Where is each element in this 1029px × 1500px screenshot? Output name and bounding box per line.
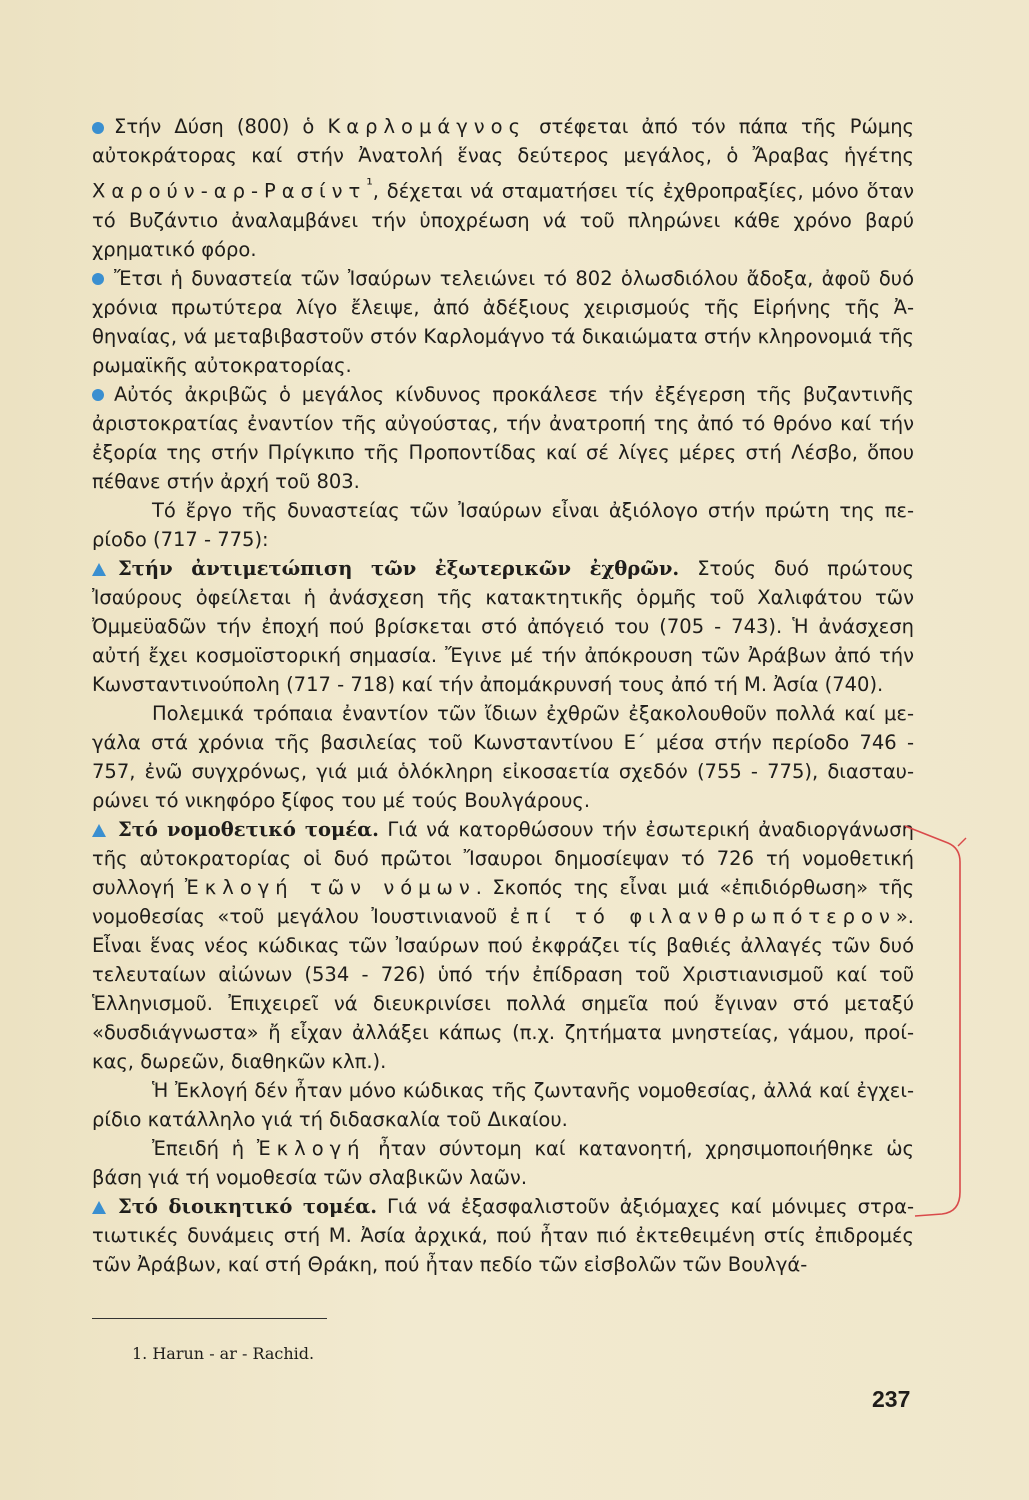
section-heading: Στήν ἀντιμετώπιση τῶν ἐξωτερικῶν ἐχθρῶν. — [118, 556, 680, 580]
text-run: . Σκοπός της εἶναι μιά «ἐπιδιόρθωση» τῆς νομοθεσίας «τοῦ μεγάλου Ἰουστινιανοῦ — [92, 875, 915, 928]
footnote-marker: ¹ — [366, 175, 373, 194]
text-run: Ἡ Ἐκλογή δέν ἦταν μόνο κώδικας τῆς ζωντανῆς νομοθεσίας, ἀλλά καί ἐγχειρίδιο κατάλληλο γιά τή διδασκαλία τοῦ Δικαίου. — [92, 1078, 914, 1131]
spaced-term: Ἐκλογή τῶν νόμων — [184, 875, 476, 899]
text-run: Γιά νά κατορθώσουν τήν ἐσωτερική ἀναδιοργάνωση τῆς αὐτοκρατορίας οἱ δυό πρῶτοι Ἴσαυροι δημοσίεψαν τό 726 τή νομοθετική συλλογή — [92, 817, 914, 899]
text-run: , δέχεται νά σταματήσει τίς ἐχθροπραξίες, μόνο ὅταν τό Βυζάντιο ἀναλαμβάνει τήν ὑποχρέωση νά τοῦ πληρώνει κάθε χρόνο βαρύ χρηματικό φόρο. — [92, 179, 914, 261]
text-run: Στήν Δύση (800) ὁ — [114, 115, 328, 138]
text-run: Ἔτσι ἡ δυναστεία τῶν Ἰσαύρων τελειώνει τό 802 ὁλωσδιόλου ἄδοξα, ἀφοῦ δυό χρόνια πρωτύτερα λίγο ἔλειψε, ἀπό ἀδέξιους χειρισμούς τῆς Εἰρήνης τῆς Ἀθηναίας, νά μεταβιβαστοῦν στόν Καρλομάγνο τά δικαιώματα στήν κληρονομιά τῆς ρωμαϊκῆς αὐτοκρατορίας. — [92, 266, 914, 377]
text-run: στέφεται ἀπό τόν πάπα τῆς Ρώμης αὐτοκράτορας καί στήν Ἀνατολή ἕνας δεύτερος μεγάλος, ὁ Ἄραβας ἡγέτης — [92, 115, 915, 167]
spaced-term: Ἐκλογή — [256, 1136, 366, 1160]
spaced-term: Καρλομάγνος — [327, 115, 527, 138]
text-run: Τό ἔργο τῆς δυναστείας τῶν Ἰσαύρων εἶναι ἀξιόλογο στήν πρώτη της περίοδο (717 - 775): — [92, 498, 914, 551]
spaced-term: ἐπί τό φιλανθρωπότερον — [509, 904, 896, 928]
section-heading: Στό νομοθετικό τομέα. — [118, 817, 379, 841]
text-run: Γιά νά ἐξασφαλιστοῦν ἀξιόμαχες καί μόνιμες στρατιωτικές δυνάμεις στή Μ. Ἀσία ἀρχικά, πού ἦταν πιό ἐκτεθειμένη στίς ἐπιδρομές τῶν Ἀράβων, καί στή Θράκη, πού ἦταν πεδίο τῶν εἰσβολῶν τῶν Βουλγά- — [92, 1194, 914, 1276]
footnote: 1. Harun - ar - Rachid. — [132, 1344, 315, 1363]
text-run: ἦταν σύντομη καί κατανοητή, χρησιμοποιήθηκε ὡς βάση γιά τή νομοθεσία τῶν σλαβικῶν λαῶν. — [92, 1136, 914, 1189]
text-run: Στούς δυό πρώτους Ἰσαύρους ὀφείλεται ἡ ἀνάσχεση τῆς κατακτητικῆς ὁρμῆς τοῦ Χαλιφάτου τῶν Ὀμμεϋαδῶν τήν ἐποχή πού βρίσκεται στό ἀπόγειό του (705 - 743). Ἡ ἀνάσχεση αὐτή ἔχει κοσμοϊστορική σημασία. Ἔγινε μέ τήν ἀπόκρουση τῶν Ἀράβων ἀπό τήν Κωνσταντινούπολη (717 - 718) καί τήν ἀπομάκρυνσή τους ἀπό τή Μ. Ἀσία (740). — [92, 556, 914, 696]
text-run: Αὐτός ἀκριβῶς ὁ μεγάλος κίνδυνος προκάλεσε τήν ἐξέγερση τῆς βυζαντινῆς ἀριστοκρατίας ἐναντίον τῆς αὐγούστας, τήν ἀνατροπή της ἀπό τό θρόνο καί τήν ἐξορία της στήν Πρίγκιπο τῆς Προποντίδας καί σέ λίγες μέρες στή Λέσβο, ὅπου πέθανε στήν ἀρχή τοῦ 803. — [92, 382, 914, 493]
text-run: Πολεμικά τρόπαια ἐναντίον τῶν ἴδιων ἐχθρῶν ἐξακολουθοῦν πολλά καί μεγάλα στά χρόνια τῆς βασιλείας τοῦ Κωνσταντίνου Ε΄ μέσα στήν περίοδο 746 - 757, ἐνῶ συγχρόνως, γιά μιά ὁλόκληρη εἰκοσαετία σχεδόν (755 - 775), διασταυρώνει τό νικηφόρο ξίφος του μέ τούς Βουλγάρους. — [92, 701, 914, 812]
spaced-term: Χαρούν-αρ-Ρασίντ — [92, 179, 367, 203]
section-heading: Στό διοικητικό τομέα. — [118, 1194, 377, 1218]
text-run: Ἐπειδή ἡ — [152, 1136, 257, 1160]
page-number: 237 — [872, 1386, 911, 1412]
text-run: ». Εἶναι ἕνας νέος κώδικας τῶν Ἰσαύρων πού ἐκφράζει τίς βαθιές ἀλλαγές τῶν δυό τελευταίων αἰώνων (534 - 726) ὑπό τήν ἐπίδραση τοῦ Χριστιανισμοῦ καί τοῦ Ἑλληνισμοῦ. Ἐπιχειρεῖ νά διευκρινίσει πολλά σημεῖα πού ἔγιναν στό μεταξύ «δυσδιάγνωστα» ἤ εἶχαν ἀλλάξει κάπως (π.χ. ζητήματα μνηστείας, γάμου, προίκας, δωρεῶν, διαθηκῶν κλπ.). — [92, 904, 915, 1073]
